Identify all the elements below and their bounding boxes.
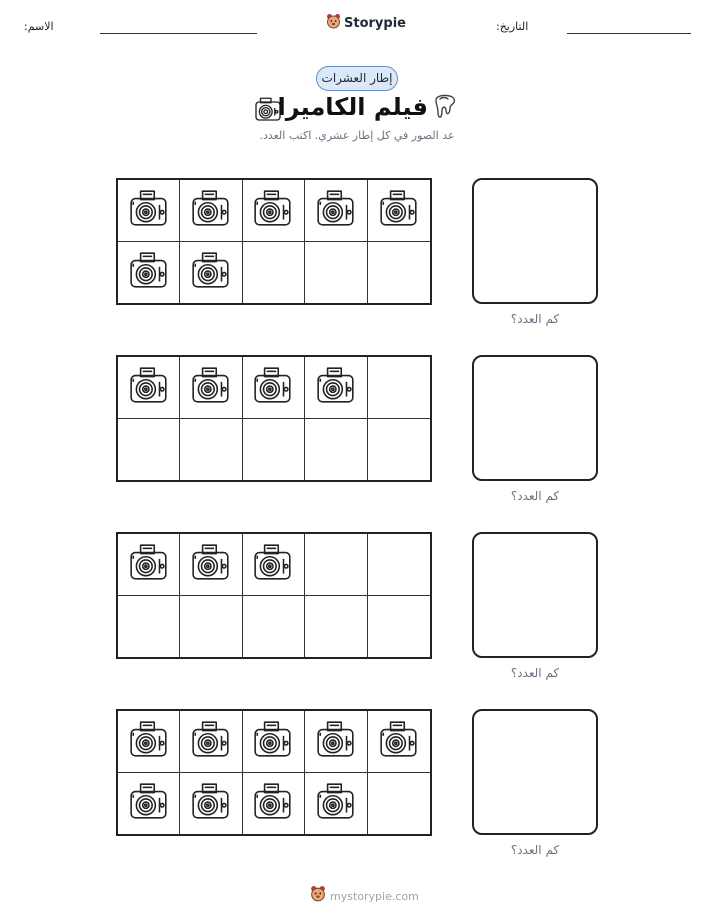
frame-cell xyxy=(118,711,180,773)
date-label: التاريخ: xyxy=(496,20,529,33)
frame-cell xyxy=(118,773,180,835)
frame-cell xyxy=(305,711,367,773)
drip-icon xyxy=(432,92,458,126)
frame-cell xyxy=(180,534,242,596)
frame-cell xyxy=(180,180,242,242)
frame-cell xyxy=(243,357,305,419)
worksheet-title: فيلم الكاميرا xyxy=(277,93,428,121)
answer-box[interactable] xyxy=(472,709,598,835)
instructions: عد الصور في كل إطار عشري. اكتب العدد. xyxy=(259,129,455,142)
camera-icon xyxy=(128,364,170,410)
frame-cell xyxy=(368,419,430,481)
frame-cell xyxy=(243,711,305,773)
frame-cell xyxy=(243,596,305,658)
footer-url: mystorypie.com xyxy=(330,889,419,903)
frame-cell xyxy=(243,534,305,596)
camera-icon xyxy=(190,780,232,826)
answer-box[interactable] xyxy=(472,178,598,304)
frame-cell xyxy=(118,242,180,304)
footer xyxy=(310,885,419,907)
camera-icon xyxy=(128,541,170,587)
camera-icon xyxy=(315,364,357,410)
frame-cell xyxy=(368,357,430,419)
frame-cell xyxy=(118,534,180,596)
camera-icon xyxy=(190,187,232,233)
frame-cell xyxy=(180,711,242,773)
frame-cell xyxy=(368,711,430,773)
question-label: كم العدد؟ xyxy=(510,489,560,503)
camera-icon xyxy=(128,249,170,295)
frame-cell xyxy=(368,180,430,242)
camera-icon xyxy=(252,718,294,764)
camera-icon xyxy=(190,718,232,764)
frame-cell xyxy=(368,773,430,835)
camera-icon xyxy=(315,718,357,764)
camera-icon xyxy=(378,718,420,764)
camera-icon xyxy=(190,364,232,410)
ten-frame xyxy=(116,178,432,305)
frame-cell xyxy=(180,357,242,419)
frame-cell xyxy=(305,534,367,596)
name-label: الاسم: xyxy=(24,20,54,33)
frame-cell xyxy=(243,180,305,242)
frame-cell xyxy=(305,357,367,419)
frame-cell xyxy=(180,596,242,658)
camera-icon xyxy=(378,187,420,233)
frame-cell xyxy=(180,242,242,304)
frame-cell xyxy=(243,773,305,835)
frame-cell xyxy=(368,596,430,658)
storypie-logo-icon xyxy=(310,885,326,907)
answer-box[interactable] xyxy=(472,532,598,658)
frame-cell xyxy=(305,596,367,658)
camera-icon xyxy=(252,364,294,410)
camera-icon xyxy=(128,187,170,233)
frame-cell xyxy=(305,242,367,304)
camera-icon xyxy=(128,718,170,764)
question-label: كم العدد؟ xyxy=(510,843,560,857)
frame-cell xyxy=(368,534,430,596)
camera-icon xyxy=(252,780,294,826)
camera-icon xyxy=(252,541,294,587)
ten-frame xyxy=(116,709,432,836)
frame-cell xyxy=(243,242,305,304)
camera-icon xyxy=(190,541,232,587)
question-label: كم العدد؟ xyxy=(510,312,560,326)
frame-cell xyxy=(180,773,242,835)
question-label: كم العدد؟ xyxy=(510,666,560,680)
date-line[interactable] xyxy=(567,33,691,34)
name-line[interactable] xyxy=(100,33,257,34)
ten-frame xyxy=(116,532,432,659)
storypie-logo xyxy=(326,13,406,34)
camera-icon xyxy=(128,780,170,826)
frame-cell xyxy=(368,242,430,304)
camera-icon xyxy=(252,187,294,233)
frame-cell xyxy=(118,357,180,419)
storypie-logo-icon xyxy=(326,13,341,34)
frame-cell xyxy=(118,180,180,242)
frame-cell xyxy=(180,419,242,481)
frame-cell xyxy=(243,419,305,481)
frame-cell xyxy=(305,773,367,835)
answer-box[interactable] xyxy=(472,355,598,481)
frame-cell xyxy=(305,419,367,481)
frame-cell xyxy=(118,596,180,658)
frame-cell xyxy=(118,419,180,481)
camera-icon xyxy=(315,187,357,233)
frame-cell xyxy=(305,180,367,242)
camera-icon xyxy=(315,780,357,826)
topic-badge: إطار العشرات xyxy=(316,66,398,91)
brand-name: Storypie xyxy=(344,16,406,31)
ten-frame xyxy=(116,355,432,482)
camera-icon xyxy=(190,249,232,295)
